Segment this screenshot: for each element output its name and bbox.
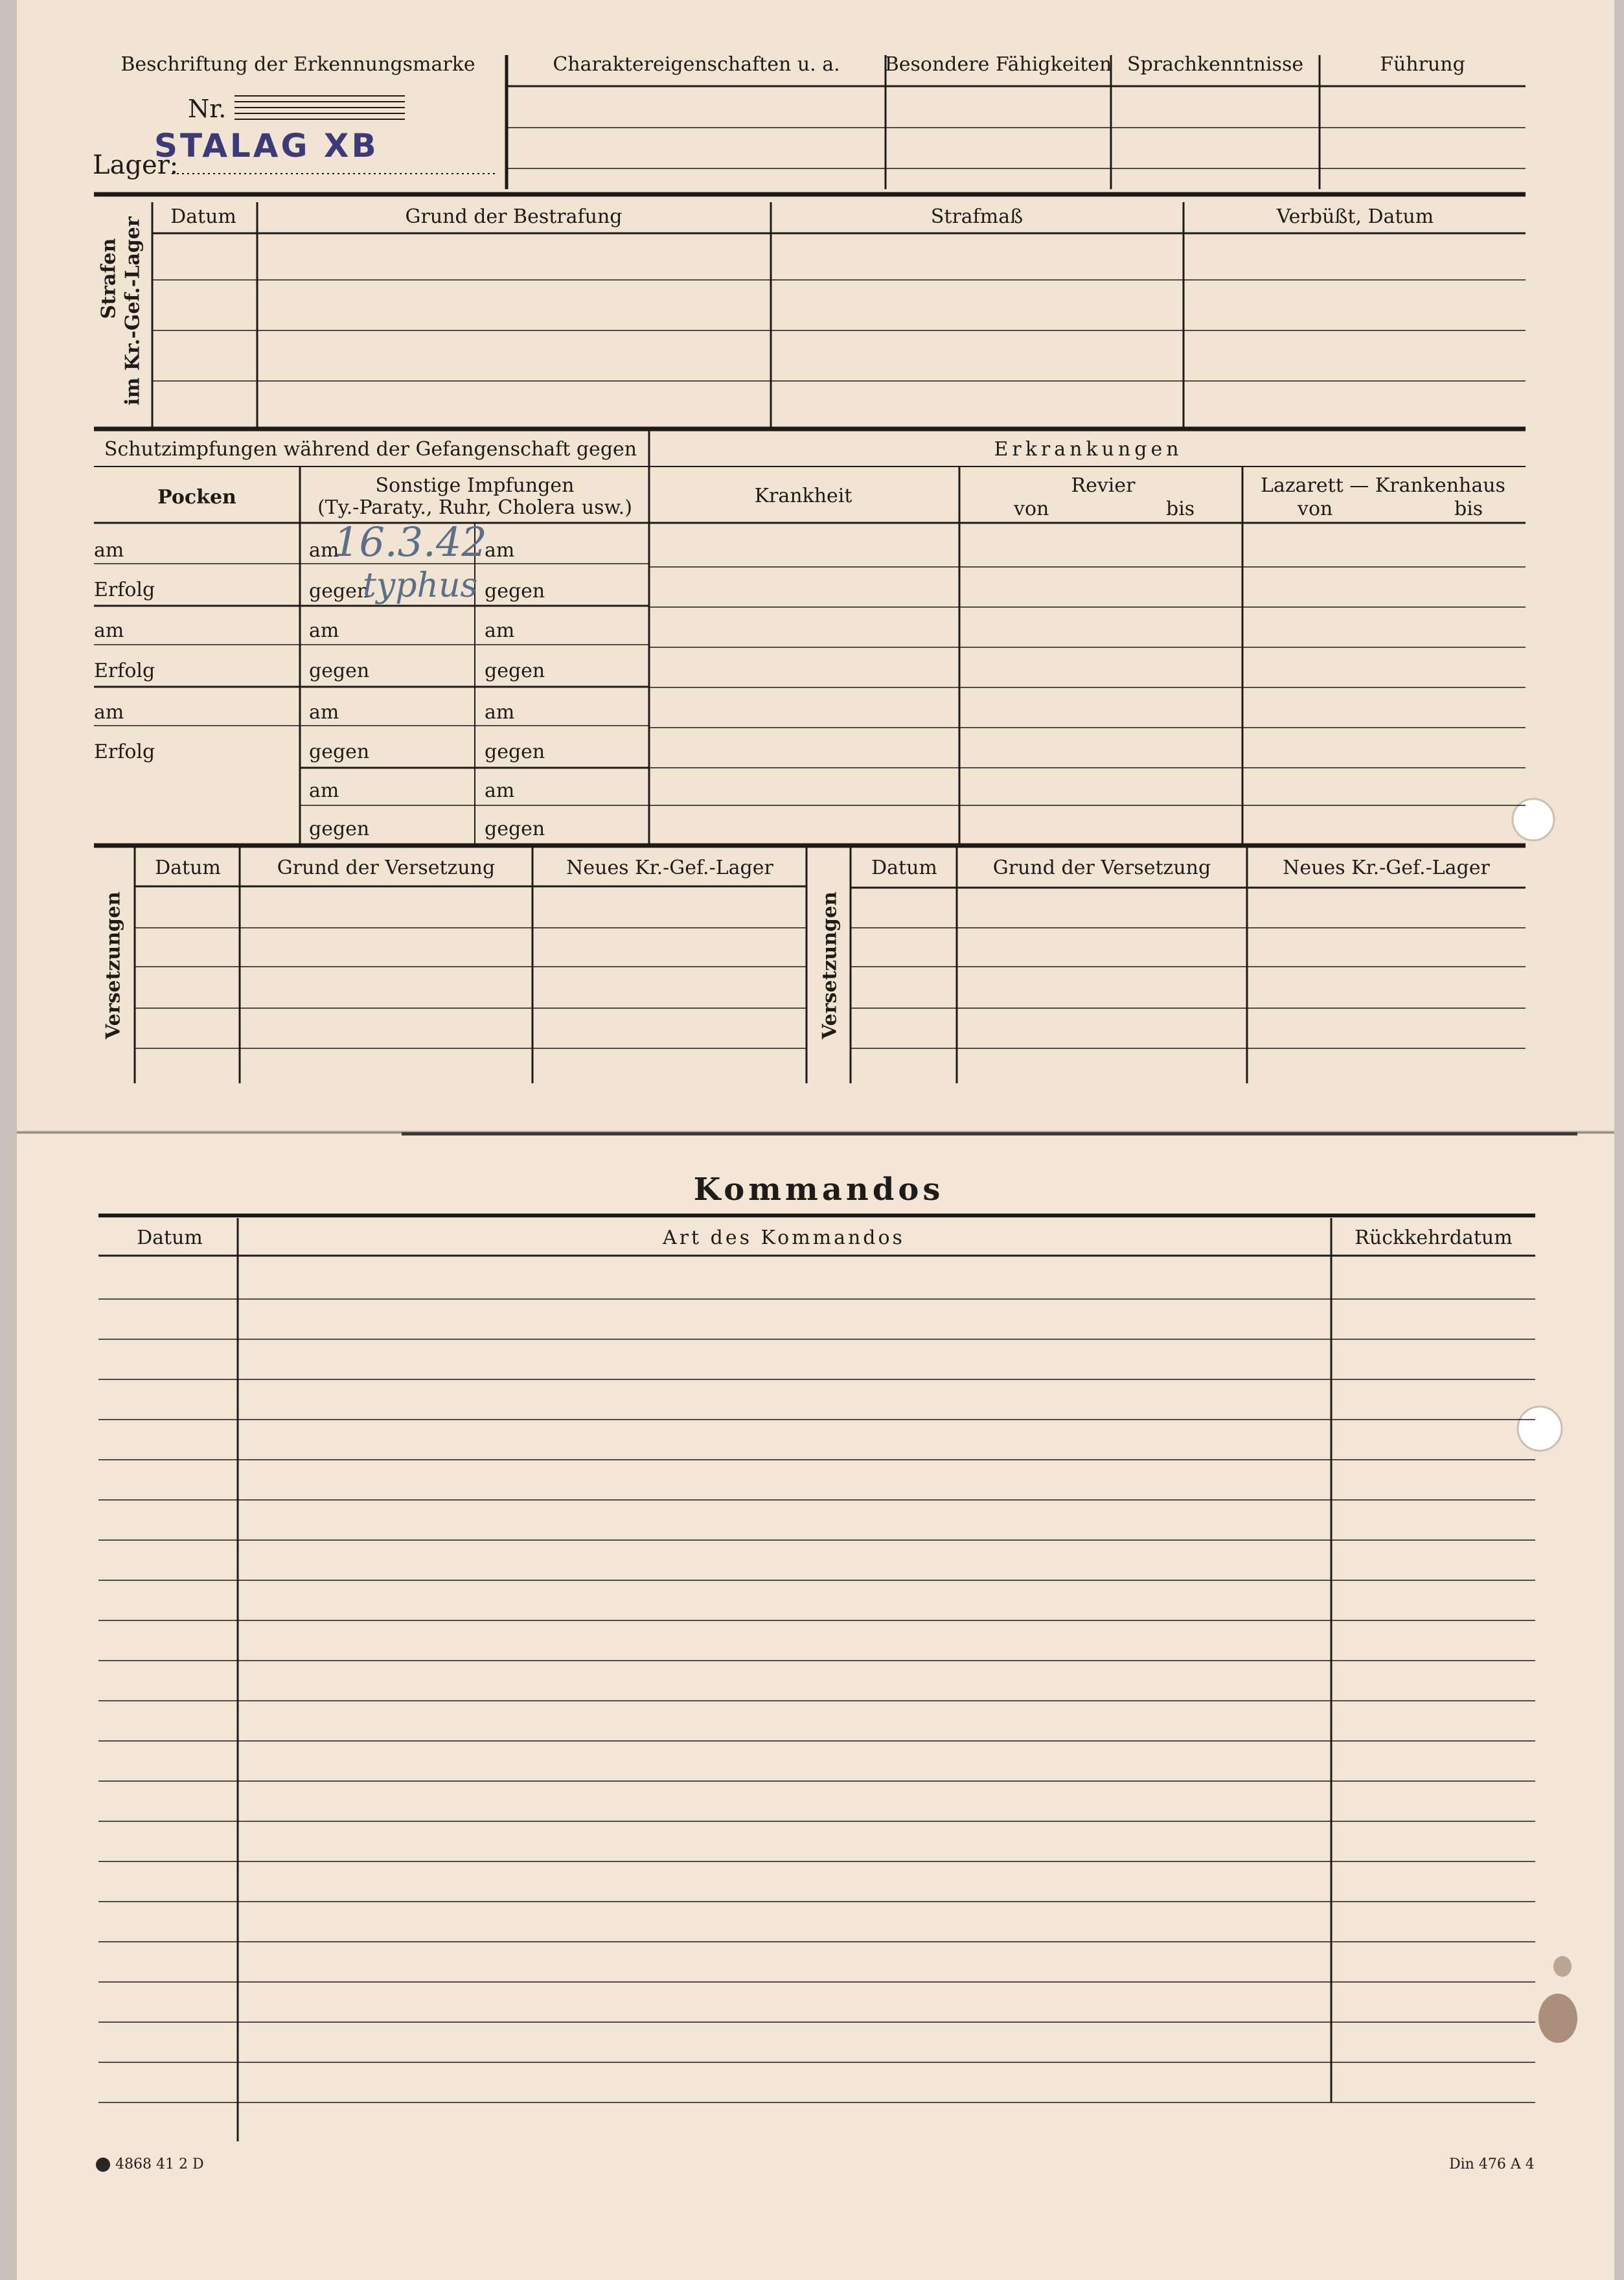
col-revier: Revier	[1071, 474, 1136, 497]
transfer-right-col-date: Datum	[871, 857, 937, 879]
camp-stamp: STALAG XB	[154, 127, 379, 165]
handwritten-vaccination-disease: typhus	[363, 566, 478, 605]
transfers-side-label-right: Versetzungen	[818, 892, 841, 1039]
pocken-erfolg-3: Erfolg	[94, 741, 155, 763]
other-am-3a: am	[309, 701, 339, 724]
col-punish-measure: Strafmaß	[930, 205, 1024, 228]
kommando-row-lines	[98, 1299, 1535, 2102]
other-am-4b: am	[485, 779, 515, 802]
other-am-2b: am	[485, 619, 515, 642]
other-am-2a: am	[309, 619, 339, 642]
col-punish-served: Verbüßt, Datum	[1276, 205, 1434, 228]
kommandos-col-date: Datum	[137, 1226, 203, 1249]
other-gegen-1a: gegen	[309, 580, 370, 603]
col-hospital: Lazarett — Krankenhaus	[1261, 474, 1505, 497]
transfer-right-col-new-camp: Neues Kr.-Gef.-Lager	[1283, 857, 1490, 879]
other-am-4a: am	[309, 779, 339, 802]
paper-upper-panel	[17, 0, 1614, 1131]
lager-label: Lager:	[93, 150, 179, 180]
col-languages: Sprachkenntnisse	[1127, 53, 1304, 76]
publisher-logo-icon	[96, 2158, 110, 2172]
illnesses-title: Erkrankungen	[994, 438, 1183, 461]
other-gegen-1b: gegen	[485, 580, 545, 603]
other-gegen-3a: gegen	[309, 741, 370, 763]
handwritten-vaccination-date: 16.3.42	[334, 518, 487, 566]
nr-label: Nr.	[188, 95, 227, 123]
pocken-erfolg-1: Erfolg	[94, 579, 155, 601]
other-gegen-4a: gegen	[309, 818, 370, 840]
revier-bis: bis	[1166, 498, 1195, 520]
kommandos-col-return: Rückkehrdatum	[1355, 1226, 1513, 1249]
col-other-vaccinations: Sonstige Impfungen	[375, 474, 575, 497]
col-conduct: Führung	[1380, 53, 1465, 76]
kommandos-title: Kommandos	[693, 1171, 944, 1208]
stain	[1538, 1994, 1577, 2043]
col-pocken: Pocken	[157, 486, 236, 509]
other-gegen-4b: gegen	[485, 818, 545, 840]
vaccinations-title: Schutzimpfungen während der Gefangenschaft gegen	[104, 438, 637, 461]
col-abilities: Besondere Fähigkeiten	[884, 53, 1112, 76]
other-gegen-2b: gegen	[485, 660, 545, 682]
punch-hole-lower	[1518, 1407, 1562, 1451]
revier-von: von	[1014, 498, 1049, 520]
other-am-3b: am	[485, 701, 515, 724]
tag-label: Beschriftung der Erkennungsmarke	[120, 53, 475, 76]
footer-print-code-text: 4868 41 2 D	[115, 2156, 204, 2172]
other-gegen-3b: gegen	[485, 741, 545, 763]
pocken-am-3: am	[94, 701, 124, 724]
col-punish-date: Datum	[170, 205, 236, 228]
other-am-1a: am	[309, 539, 339, 562]
transfer-left-col-date: Datum	[155, 857, 221, 879]
transfer-left-col-new-camp: Neues Kr.-Gef.-Lager	[566, 857, 773, 879]
transfer-right-col-reason: Grund der Versetzung	[992, 857, 1211, 879]
stain	[1553, 1956, 1572, 1977]
paper-lower-panel	[17, 1134, 1614, 2280]
other-gegen-2a: gegen	[309, 660, 370, 682]
footer-print-code	[96, 2156, 204, 2172]
col-illness: Krankheit	[754, 485, 852, 507]
pocken-am-2: am	[94, 619, 124, 642]
punishments-side-label-1: Strafen	[97, 238, 120, 319]
hospital-von: von	[1298, 498, 1333, 520]
footer-din: Din 476 A 4	[1449, 2156, 1535, 2172]
other-am-1b: am	[485, 539, 515, 562]
transfers-side-label-left: Versetzungen	[102, 892, 125, 1039]
col-punish-reason: Grund der Bestrafung	[405, 205, 623, 228]
col-other-vaccinations-note: (Ty.-Paraty., Ruhr, Cholera usw.)	[317, 496, 632, 519]
punishments-side-label-2: im Kr.-Gef.-Lager	[121, 216, 144, 406]
hospital-bis: bis	[1454, 498, 1483, 520]
kommandos-col-type: Art des Kommandos	[663, 1226, 905, 1249]
col-character: Charaktereigenschaften u. a.	[553, 53, 840, 76]
pocken-erfolg-2: Erfolg	[94, 660, 155, 682]
pocken-am-1: am	[94, 539, 124, 562]
transfer-left-col-reason: Grund der Versetzung	[277, 857, 496, 879]
